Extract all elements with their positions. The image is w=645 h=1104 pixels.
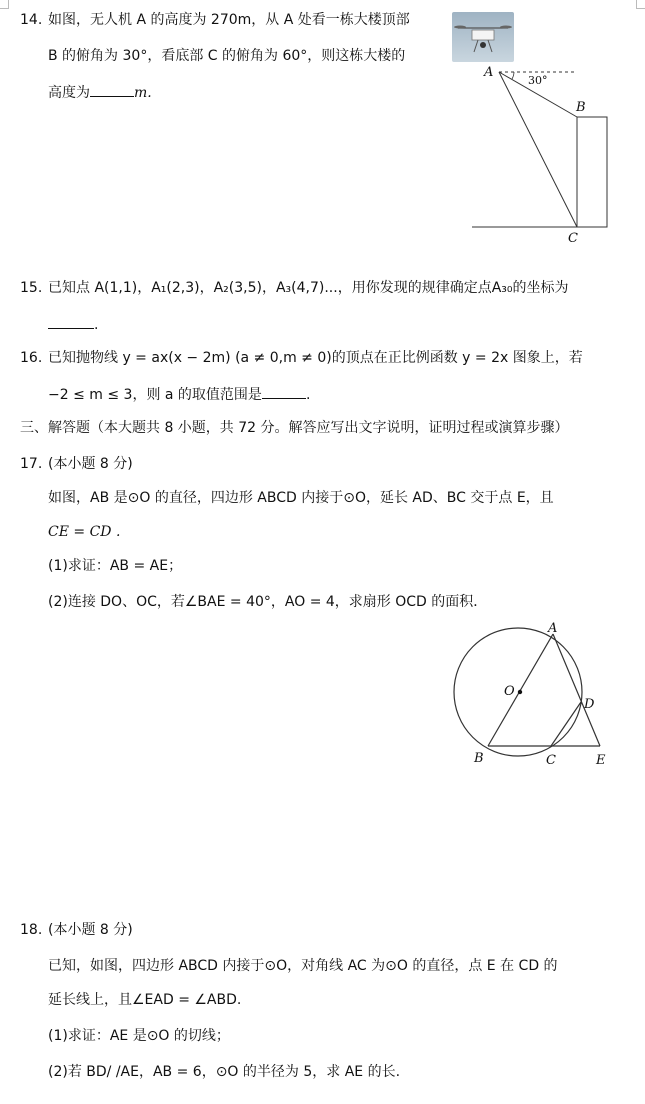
q17-score: (本小题 8 分) [48, 456, 133, 472]
q14-line3 [48, 82, 152, 103]
q17-part2: (2)连接 DO、OC，若∠BAE = 40°，AO = 4，求扇形 OCD 的面积． [48, 594, 488, 610]
answer-blank [48, 314, 94, 329]
answer-blank [90, 82, 134, 97]
q18-number: 18. [20, 922, 43, 938]
label-C: C [568, 231, 578, 246]
q14-line2: B 的俯角为 30°，看底部 C 的俯角为 60°，则这栋大楼的 [48, 48, 406, 64]
q14-line1: 如图，无人机 A 的高度为 270m，从 A 处看一栋大楼顶部 [48, 12, 410, 28]
building [577, 117, 607, 227]
q15-number: 15. [20, 280, 43, 296]
page-corner-left [0, 0, 9, 9]
q14-number: 14. [20, 12, 43, 28]
line-AE [553, 634, 600, 746]
label-E: E [596, 753, 606, 768]
drone-photo [452, 12, 514, 62]
q17-figure [448, 618, 623, 778]
page-corner-right [636, 0, 645, 9]
label-B: B [576, 100, 586, 115]
label-angle: 30° [528, 74, 548, 87]
q14-figure [462, 62, 612, 247]
q18-score: (本小题 8 分) [48, 922, 133, 938]
angle-arc [512, 72, 514, 79]
q18-line2: 延长线上，且∠EAD = ∠ABD. [48, 992, 242, 1008]
label-O: O [504, 684, 515, 699]
q18-part2: (2)若 BD/ /AE，AB = 6，⊙O 的半径为 5，求 AE 的长. [48, 1064, 401, 1080]
q16-line1: 已知抛物线 y = ax(x − 2m) (a ≠ 0,m ≠ 0)的顶点在正比例函数 y = 2x 图象上，若 [48, 350, 583, 366]
q17-number: 17. [20, 456, 43, 472]
q15-line2-post: . [94, 317, 99, 333]
answer-blank [262, 384, 306, 399]
q18-part1: (1)求证：AE 是⊙O 的切线； [48, 1028, 230, 1044]
q17-line1: 如图，AB 是⊙O 的直径，四边形 ABCD 内接于⊙O，延长 AD、BC 交于点 E，且 [48, 490, 554, 506]
label-B: B [474, 751, 484, 766]
q18-line1: 已知，如图，四边形 ABCD 内接于⊙O，对角线 AC 为⊙O 的直径，点 E 在 CD 的 [48, 958, 558, 974]
line-CD [551, 702, 581, 746]
q14-line3-pre: 高度为 [48, 85, 90, 101]
center-point [518, 690, 522, 694]
section-heading: 三、解答题（本大题共 8 小题，共 72 分。解答应写出文字说明，证明过程或演算步骤） [20, 420, 569, 436]
line-AC [499, 72, 577, 227]
label-D: D [584, 697, 595, 712]
label-C: C [546, 753, 556, 768]
q14-line3-post: m. [134, 85, 152, 101]
q16-line2-pre: −2 ≤ m ≤ 3，则 a 的取值范围是 [48, 387, 262, 403]
q15-line2 [48, 314, 98, 335]
label-A: A [484, 65, 494, 80]
label-A: A [548, 621, 558, 636]
q17-part1: (1)求证：AB = AE； [48, 558, 183, 574]
q17-line2: CE = CD . [48, 524, 121, 540]
q15-line1: 已知点 A(1,1)，A₁(2,3)，A₂(3,5)，A₃(4,7)...，用你发现的规律确定点A₃₀的坐标为 [48, 280, 569, 296]
q16-line2-post: . [305, 387, 311, 403]
q16-line2 [48, 384, 310, 405]
q16-number: 16. [20, 350, 43, 366]
